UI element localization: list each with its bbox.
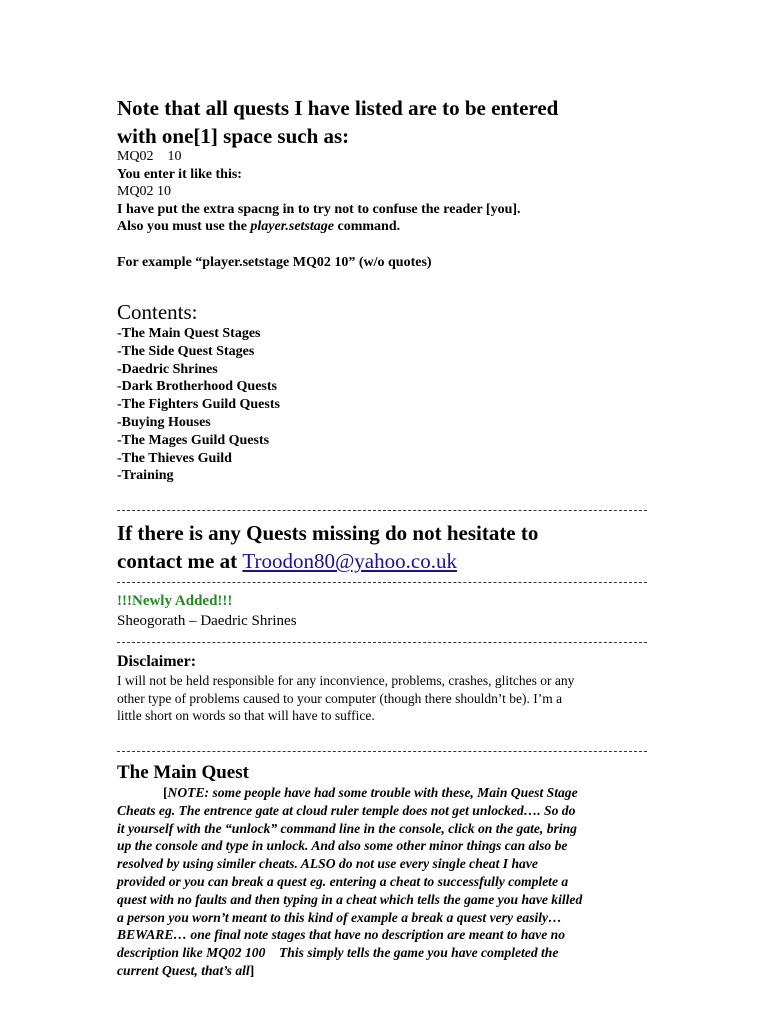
contents-item: -The Main Quest Stages [117,326,261,341]
contents-item: -Training [117,468,174,484]
note-line: resolved by using similer cheats. ALSO do not use every single cheat I have [117,856,538,872]
disclaimer-line1: I will not be held responsible for any inconvience, problems, crashes, glitches or any [117,673,575,688]
disclaimer-section [117,653,648,725]
example-correct: MQ02 10 [117,184,172,199]
main-quest-note [117,784,658,980]
contents-item: -Daedric Shrines [117,361,218,377]
newly-added-item: Sheogorath – Daedric Shrines [117,613,297,629]
note-line: a person you worn’t meant to this kind of example a break a quest very easily… [117,909,562,925]
newly-added-label: !!!Newly Added!!! [117,593,233,609]
intro-body [117,148,648,271]
note-line: NOTE: some people have had some trouble with these, Main Quest Stage [167,785,578,800]
note-line: quest with no faults and then typing in a cheat which tells the game you have killed [117,891,583,907]
contents-section [117,299,648,485]
note-line: provided or you can break a quest eg. entering a cheat to successfully complete a [117,873,569,889]
contents-title: Contents: [117,300,198,324]
contents-item: -Dark Brotherhood Quests [117,379,277,395]
also-suffix: command. [334,219,401,234]
contents-item: -The Mages Guild Quests [117,432,270,448]
contents-item: -Buying Houses [117,414,211,430]
intro-heading-line1: Note that all quests I have listed are to be entered [117,96,559,120]
bracket-close: ] [249,962,255,978]
note-line: current Quest, that’s all [117,962,250,978]
note-line: description like MQ02 100 This simply tells the game you have completed the [117,945,559,961]
note-line: BEWARE… one final note stages that have no description are meant to have no [117,927,566,943]
intro-heading-line2: with one[1] space such as: [117,124,350,148]
intro-heading [117,94,648,150]
newly-added-section [117,593,648,630]
note-line: it yourself with the “unlock” command line in the console, click on the gate, bring [117,820,577,836]
divider [117,582,647,583]
disclaimer-line2: other type of problems caused to your computer (though there shouldn’t be). I’m a [117,690,563,706]
divider [117,510,647,511]
contents-list [117,325,648,485]
contact-prefix: contact me at [117,549,243,573]
contents-item: -The Fighters Guild Quests [117,397,280,413]
also-command: player.setstage [250,219,335,234]
enter-like-label: You enter it like this: [117,166,242,182]
disclaimer-line3: little short on words so that will have to suffice. [117,708,375,723]
main-quest-title: The Main Quest [117,762,249,783]
divider [117,642,647,643]
for-example-note: For example “player.setstage MQ02 10” (w/o quotes) [117,254,432,270]
contact-line1: If there is any Quests missing do not hesitate to [117,521,539,545]
email-link[interactable]: Troodon80@yahoo.co.uk [242,549,457,573]
also-note [117,218,648,236]
main-quest-section [117,762,658,980]
also-prefix: Also you must use the [117,219,251,234]
example-spaced: MQ02 10 [117,149,182,164]
contact-line2 [117,547,648,575]
divider [117,751,647,752]
disclaimer-title: Disclaimer: [117,653,197,670]
contents-item: -The Side Quest Stages [117,343,255,359]
note-line: Cheats eg. The entrence gate at cloud ruler temple does not get unlocked…. So do [117,802,576,818]
contents-item: -The Thieves Guild [117,450,232,466]
contact-section [117,519,648,575]
note-line: up the console and type in unlock. And also some other minor things can also be [117,838,568,854]
extra-spacing-note: I have put the extra spacng in to try not to confuse the reader [you]. [117,201,521,217]
bracket-open: [ [163,785,168,800]
